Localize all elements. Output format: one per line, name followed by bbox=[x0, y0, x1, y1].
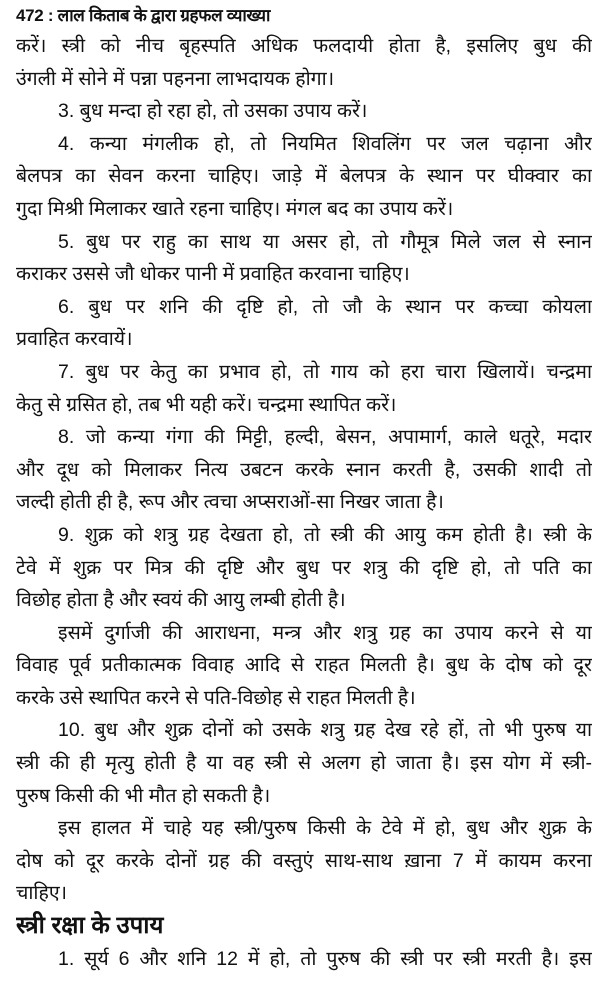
text-line: 5. बुध पर राहु का साथ या असर हो, तो गौमूत्र मिले जल से स्नान bbox=[58, 230, 592, 253]
text-line: विछोह होता है और स्वयं की आयु लम्बी होती है। bbox=[16, 589, 346, 612]
text-line: 8. जो कन्या गंगा की मिट्टी, हल्दी, बेसन, अपामार्ग, काले धतूरे, मदार bbox=[58, 426, 592, 449]
text-line: चाहिए। bbox=[16, 882, 68, 905]
text-line: 3. बुध मन्दा हो रहा हो, तो उसका उपाय करें। bbox=[58, 100, 368, 123]
text-line: गुदा मिश्री मिलाकर खाते रहना चाहिए। मंगल बद का उपाय करें। bbox=[16, 197, 454, 220]
text-line: 9. शुक्र को शत्रु ग्रह देखता हो, तो स्त्री की आयु कम होती है। स्त्री के bbox=[58, 523, 592, 546]
text-line: 7. बुध पर केतु का प्रभाव हो, तो गाय को हरा चारा खिलायें। चन्द्रमा bbox=[58, 360, 592, 383]
text-line: 1. सूर्य 6 और शनि 12 में हो, तो पुरुष की स्त्री पर स्त्री मरती है। इस bbox=[58, 947, 592, 970]
text-line: इस हालत में चाहे यह स्त्री/पुरुष किसी के टेवे में हो, बुध और शुक्र के bbox=[58, 817, 592, 840]
text-line: 4. कन्या मंगलीक हो, तो नियमित शिवलिंग पर जल चढ़ाना और bbox=[58, 132, 592, 155]
section-heading: स्त्री रक्षा के उपाय bbox=[16, 912, 164, 940]
text-line: करके उसे स्थापित करने से पति-विछोह से राहत मिलती है। bbox=[16, 686, 416, 709]
text-line: 10. बुध और शुक्र दोनों को उसके शत्रु ग्रह देख रहे हों, तो भी पुरुष या bbox=[58, 719, 592, 742]
text-line: केतु से ग्रसित हो, तब भी यही करें। चन्द्रमा स्थापित करें। bbox=[16, 393, 397, 416]
text-line: 6. बुध पर शनि की दृष्टि हो, तो जौ के स्थान पर कच्चा कोयला bbox=[58, 295, 592, 318]
text-line: दोष को दूर करके दोनों ग्रह की वस्तुएं साथ-साथ ख़ाना 7 में कायम करना bbox=[16, 849, 592, 872]
text-line: पुरुष किसी की भी मौत हो सकती है। bbox=[16, 784, 271, 807]
text-line: टेवे में शुक्र पर मित्र की दृष्टि और बुध पर शत्रु की दृष्टि हो, तो पति का bbox=[16, 556, 592, 579]
text-line: कराकर उससे जौ धोकर पानी में प्रवाहित करवाना चाहिए। bbox=[16, 263, 410, 286]
book-page bbox=[16, 0, 592, 975]
text-line: करें। स्त्री को नीच बृहस्पति अधिक फलदायी होता है, इसलिए बुध की bbox=[16, 35, 592, 57]
text-line: उंगली में सोने में पन्ना पहनना लाभदायक होगा। bbox=[16, 67, 335, 90]
section-text bbox=[16, 943, 592, 976]
text-line: स्त्री की ही मृत्यु होती है या वह स्त्री से अलग हो जाता है। इस योग में स्त्री- bbox=[16, 752, 592, 775]
text-line: इसमें दुर्गाजी की आराधना, मन्त्र और शत्रु ग्रह का उपाय करने से या bbox=[58, 621, 592, 644]
running-head: 472 : लाल किताब के द्वारा ग्रहफल व्याख्या bbox=[16, 6, 271, 25]
text-line: बेलपत्र का सेवन करना चाहिए। जाड़े में बेलपत्र के स्थान पर घीक्वार का bbox=[16, 165, 592, 188]
text-line: विवाह पूर्व प्रतीकात्मक विवाह आदि से राहत मिलती है। बुध के दोष को दूर bbox=[16, 654, 592, 677]
text-line: प्रवाहित करवायें। bbox=[16, 328, 133, 351]
text-line: और दूध को मिलाकर नित्य उबटन करके स्नान करती है, उसकी शादी तो bbox=[16, 458, 592, 481]
body-text bbox=[16, 30, 592, 910]
text-line: जल्दी होती ही है, रूप और त्वचा अप्सराओं-सा निखर जाता है। bbox=[16, 491, 444, 514]
